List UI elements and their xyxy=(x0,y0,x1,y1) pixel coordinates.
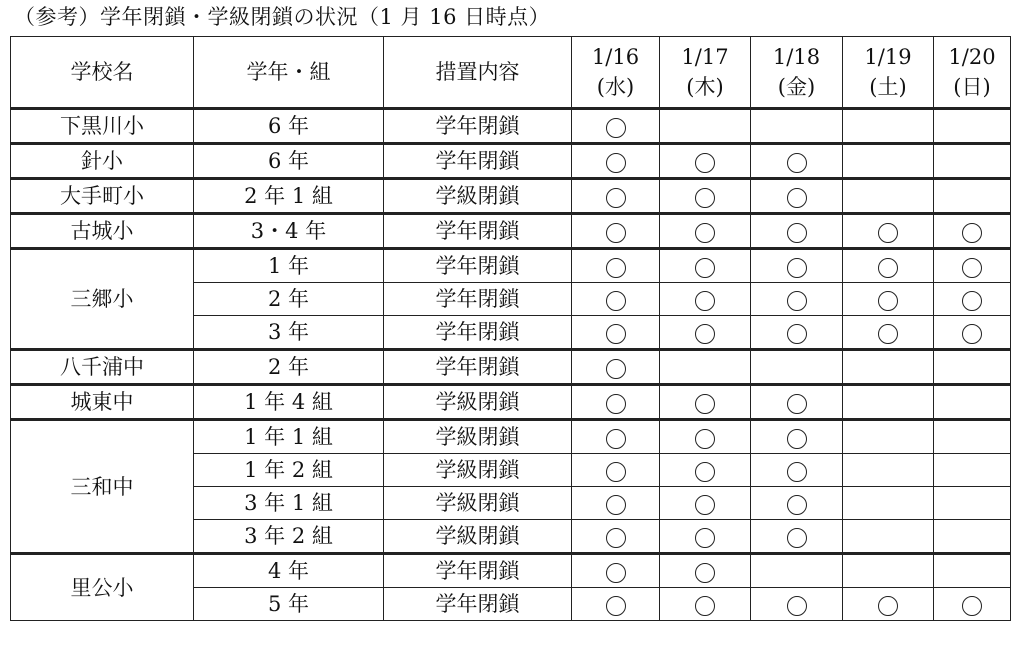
date-cell xyxy=(660,350,751,385)
date-cell xyxy=(934,554,1011,588)
date-cell xyxy=(660,214,751,249)
date-cell xyxy=(572,350,660,385)
measure-cell: 学年閉鎖 xyxy=(384,350,572,385)
closure-mark-icon xyxy=(695,153,715,173)
header-grade: 学年・組 xyxy=(194,37,384,109)
date-cell xyxy=(660,454,751,487)
measure-cell: 学級閉鎖 xyxy=(384,385,572,420)
date-cell xyxy=(843,385,934,420)
date-cell xyxy=(660,385,751,420)
date-cell xyxy=(934,420,1011,454)
table-row xyxy=(11,214,1011,249)
measure-cell: 学級閉鎖 xyxy=(384,520,572,554)
closure-mark-icon xyxy=(606,291,626,311)
grade-cell: 6 年 xyxy=(194,109,384,144)
measure-cell: 学年閉鎖 xyxy=(384,283,572,316)
school-cell: 里公小 xyxy=(11,554,194,621)
closure-mark-icon xyxy=(787,429,807,449)
date-cell xyxy=(934,214,1011,249)
measure-cell: 学年閉鎖 xyxy=(384,214,572,249)
measure-cell: 学年閉鎖 xyxy=(384,554,572,588)
closure-mark-icon xyxy=(962,291,982,311)
table-row xyxy=(11,385,1011,420)
date-cell xyxy=(572,520,660,554)
date-cell xyxy=(843,520,934,554)
date-cell xyxy=(660,283,751,316)
closure-mark-icon xyxy=(878,324,898,344)
closure-mark-icon xyxy=(787,394,807,414)
grade-cell: 5 年 xyxy=(194,588,384,621)
date-cell xyxy=(751,109,843,144)
date-cell xyxy=(843,179,934,214)
closure-mark-icon xyxy=(787,462,807,482)
school-cell: 針小 xyxy=(11,144,194,179)
closure-mark-icon xyxy=(695,394,715,414)
closure-mark-icon xyxy=(787,495,807,515)
closure-mark-icon xyxy=(695,291,715,311)
date-cell xyxy=(843,454,934,487)
closure-mark-icon xyxy=(878,258,898,278)
closure-mark-icon xyxy=(787,153,807,173)
date-cell xyxy=(843,588,934,621)
date-cell xyxy=(843,249,934,283)
date-cell xyxy=(934,144,1011,179)
closure-mark-icon xyxy=(695,596,715,616)
date-cell xyxy=(843,283,934,316)
closure-mark-icon xyxy=(606,528,626,548)
closure-mark-icon xyxy=(787,188,807,208)
closure-mark-icon xyxy=(606,462,626,482)
date-cell xyxy=(843,420,934,454)
header-row xyxy=(11,37,1011,109)
grade-cell: 3 年 2 組 xyxy=(194,520,384,554)
closure-mark-icon xyxy=(606,118,626,138)
school-cell: 三郷小 xyxy=(11,249,194,350)
header-school: 学校名 xyxy=(11,37,194,109)
date-cell xyxy=(751,454,843,487)
date-cell xyxy=(751,350,843,385)
date-cell xyxy=(934,316,1011,350)
header-measure: 措置内容 xyxy=(384,37,572,109)
closure-mark-icon xyxy=(695,223,715,243)
date-cell xyxy=(751,385,843,420)
date-cell xyxy=(843,144,934,179)
table-row xyxy=(11,144,1011,179)
date-cell xyxy=(572,283,660,316)
closure-mark-icon xyxy=(695,258,715,278)
date-cell xyxy=(572,588,660,621)
closure-mark-icon xyxy=(787,528,807,548)
grade-cell: 1 年 xyxy=(194,249,384,283)
measure-cell: 学年閉鎖 xyxy=(384,109,572,144)
school-cell: 三和中 xyxy=(11,420,194,554)
header-date-1 xyxy=(660,37,751,109)
date-cell xyxy=(751,588,843,621)
table-row xyxy=(11,420,1011,454)
date-cell xyxy=(572,454,660,487)
closure-mark-icon xyxy=(606,153,626,173)
grade-cell: 1 年 1 組 xyxy=(194,420,384,454)
grade-cell: 4 年 xyxy=(194,554,384,588)
closure-mark-icon xyxy=(878,596,898,616)
header-day-label: (水) xyxy=(596,75,635,99)
date-cell xyxy=(843,316,934,350)
date-cell xyxy=(660,487,751,520)
date-cell xyxy=(843,554,934,588)
closure-mark-icon xyxy=(606,223,626,243)
date-cell xyxy=(843,109,934,144)
closure-status-table xyxy=(10,36,1011,621)
closure-mark-icon xyxy=(606,596,626,616)
date-cell xyxy=(572,487,660,520)
closure-mark-icon xyxy=(606,258,626,278)
table-row xyxy=(11,554,1011,588)
date-cell xyxy=(572,554,660,588)
closure-mark-icon xyxy=(787,324,807,344)
school-cell: 大手町小 xyxy=(11,179,194,214)
date-cell xyxy=(751,249,843,283)
closure-mark-icon xyxy=(606,359,626,379)
measure-cell: 学年閉鎖 xyxy=(384,588,572,621)
measure-cell: 学級閉鎖 xyxy=(384,420,572,454)
closure-mark-icon xyxy=(695,528,715,548)
date-cell xyxy=(572,385,660,420)
closure-mark-icon xyxy=(962,324,982,344)
date-cell xyxy=(934,179,1011,214)
date-cell xyxy=(751,179,843,214)
closure-mark-icon xyxy=(878,291,898,311)
closure-mark-icon xyxy=(962,596,982,616)
closure-mark-icon xyxy=(695,324,715,344)
header-date-4 xyxy=(934,37,1011,109)
date-cell xyxy=(572,109,660,144)
school-cell: 城東中 xyxy=(11,385,194,420)
date-cell xyxy=(572,144,660,179)
date-cell xyxy=(934,283,1011,316)
grade-cell: 1 年 4 組 xyxy=(194,385,384,420)
date-cell xyxy=(572,179,660,214)
header-day-label: (土) xyxy=(869,75,907,99)
grade-cell: 3・4 年 xyxy=(194,214,384,249)
closure-mark-icon xyxy=(606,563,626,583)
date-cell xyxy=(660,249,751,283)
closure-mark-icon xyxy=(787,291,807,311)
closure-mark-icon xyxy=(962,223,982,243)
header-day-label: (木) xyxy=(686,75,724,99)
closure-mark-icon xyxy=(606,495,626,515)
document-title: （参考）学年閉鎖・学級閉鎖の状況（1 月 16 日時点） xyxy=(14,5,551,29)
header-date-label: 1/19 xyxy=(864,45,912,69)
header-date-label: 1/18 xyxy=(772,45,821,69)
grade-cell: 2 年 xyxy=(194,350,384,385)
table-row xyxy=(11,249,1011,283)
date-cell xyxy=(843,487,934,520)
measure-cell: 学級閉鎖 xyxy=(384,487,572,520)
date-cell xyxy=(660,109,751,144)
measure-cell: 学年閉鎖 xyxy=(384,316,572,350)
grade-cell: 1 年 2 組 xyxy=(194,454,384,487)
closure-mark-icon xyxy=(695,563,715,583)
date-cell xyxy=(934,249,1011,283)
closure-mark-icon xyxy=(787,223,807,243)
school-cell: 古城小 xyxy=(11,214,194,249)
header-date-label: 1/20 xyxy=(948,45,996,69)
date-cell xyxy=(934,109,1011,144)
date-cell xyxy=(751,520,843,554)
header-date-label: 1/16 xyxy=(591,45,640,69)
date-cell xyxy=(660,588,751,621)
date-cell xyxy=(572,420,660,454)
header-date-2 xyxy=(751,37,843,109)
date-cell xyxy=(751,420,843,454)
date-cell xyxy=(934,454,1011,487)
table-body xyxy=(11,109,1011,621)
closure-mark-icon xyxy=(695,495,715,515)
closure-mark-icon xyxy=(787,258,807,278)
date-cell xyxy=(572,214,660,249)
closure-mark-icon xyxy=(606,188,626,208)
header-date-3 xyxy=(843,37,934,109)
grade-cell: 2 年 1 組 xyxy=(194,179,384,214)
grade-cell: 2 年 xyxy=(194,283,384,316)
header-day-label: (日) xyxy=(953,75,991,99)
date-cell xyxy=(934,350,1011,385)
date-cell xyxy=(660,420,751,454)
closure-mark-icon xyxy=(695,188,715,208)
date-cell xyxy=(572,249,660,283)
date-cell xyxy=(660,554,751,588)
closure-mark-icon xyxy=(787,596,807,616)
closure-mark-icon xyxy=(606,429,626,449)
date-cell xyxy=(572,316,660,350)
closure-mark-icon xyxy=(878,223,898,243)
date-cell xyxy=(934,520,1011,554)
date-cell xyxy=(751,316,843,350)
date-cell xyxy=(934,487,1011,520)
header-date-label: 1/17 xyxy=(681,45,729,69)
date-cell xyxy=(934,588,1011,621)
header-day-label: (金) xyxy=(777,75,816,99)
date-cell xyxy=(751,554,843,588)
date-cell xyxy=(934,385,1011,420)
date-cell xyxy=(843,350,934,385)
table-row xyxy=(11,179,1011,214)
grade-cell: 3 年 xyxy=(194,316,384,350)
grade-cell: 3 年 1 組 xyxy=(194,487,384,520)
measure-cell: 学年閉鎖 xyxy=(384,144,572,179)
grade-cell: 6 年 xyxy=(194,144,384,179)
measure-cell: 学級閉鎖 xyxy=(384,454,572,487)
date-cell xyxy=(751,214,843,249)
measure-cell: 学年閉鎖 xyxy=(384,249,572,283)
measure-cell: 学級閉鎖 xyxy=(384,179,572,214)
table-row xyxy=(11,350,1011,385)
closure-mark-icon xyxy=(606,394,626,414)
school-cell: 下黒川小 xyxy=(11,109,194,144)
closure-mark-icon xyxy=(695,462,715,482)
closure-mark-icon xyxy=(695,429,715,449)
closure-mark-icon xyxy=(962,258,982,278)
date-cell xyxy=(751,283,843,316)
date-cell xyxy=(660,179,751,214)
date-cell xyxy=(751,487,843,520)
date-cell xyxy=(751,144,843,179)
date-cell xyxy=(660,520,751,554)
date-cell xyxy=(843,214,934,249)
school-cell: 八千浦中 xyxy=(11,350,194,385)
table-row xyxy=(11,109,1011,144)
date-cell xyxy=(660,316,751,350)
date-cell xyxy=(660,144,751,179)
header-date-0 xyxy=(572,37,660,109)
closure-mark-icon xyxy=(606,324,626,344)
